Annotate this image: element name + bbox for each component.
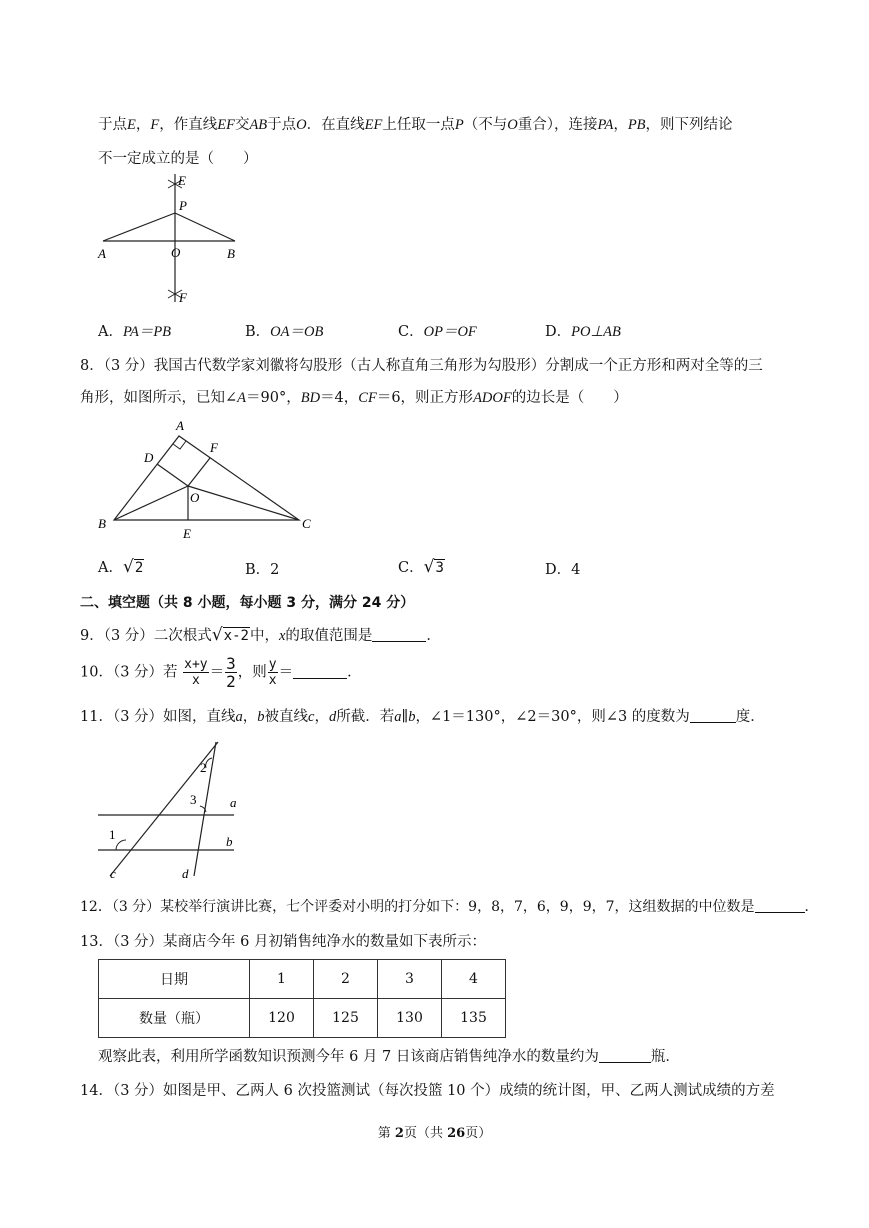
q9-text: 中， [249,628,279,644]
q11-text: 11．（3 分）如图，直线 [80,709,236,725]
q9-text: 9．（3 分）二次根式 [80,628,212,644]
q7-var: O [507,117,518,133]
footer-text: 第 [377,1126,395,1141]
q7-text: 于点 [98,117,127,133]
q11-var: d [328,709,337,725]
q11-var: a [235,709,243,725]
q7-var: E [127,117,136,133]
section-title: 二、填空题（共 8 小题，每小题 3 分，满分 24 分） [80,595,415,611]
option-value: 2 [270,562,280,578]
q11-text: ∥ [401,709,409,725]
q8-text: ＝6，则正方形 [376,390,474,406]
option-radicand: 3 [435,560,444,576]
q7-var: F [150,117,160,133]
option-expr: PO⊥AB [571,324,621,340]
q10 [80,655,362,690]
q7-line1 [98,113,733,134]
option-value: 4 [571,562,581,578]
fraction-numerator: 3 [226,654,236,673]
fraction [183,657,208,688]
q7-option-b [245,320,323,341]
fraction-denominator: x [191,673,200,688]
footer-text: 页） [465,1126,492,1141]
q7-text: ，作直线 [159,117,218,133]
q11-text: ， [242,709,258,725]
q7-var: AB [249,117,268,133]
page-footer [0,1122,869,1141]
option-radicand: 2 [134,560,144,576]
q14: 14．（3 分）如图是甲、乙两人 6 次投篮测试（每次投篮 10 个）成绩的统计图，甲、乙两人测试成绩的方差 [80,1083,775,1099]
q10-text: ． [347,664,362,681]
table-row [99,999,506,1038]
table-cell: 3 [378,960,442,999]
q7-text: 上任取一点 [382,117,455,133]
q7-text: ，则下列结论 [645,117,733,133]
q8-label-e: E [183,526,191,541]
q8-option-b [245,558,279,579]
q8-label-c: C [302,516,311,531]
q11-var: a [394,709,402,725]
q8-segment-bo [114,486,188,520]
q8-label-o: O [190,490,200,505]
q7-label-f: F [179,290,187,305]
fraction-numerator: y [268,657,277,672]
q11-label-d: d [182,866,189,880]
q7-segment-pb [175,213,235,241]
q8-label-a: A [176,418,184,433]
q8-line1: 8．（3 分）我国古代数学家刘徽将勾股形（古人称直角三角形为勾股形）分割成一个正方形和两对全等的三 [80,358,763,374]
q13-text: 观察此表，利用所学函数知识预测今年 6 月 7 日该商店销售纯净水的数量约为 [98,1049,599,1065]
q7-line2: 不一定成立的是（ ） [98,151,258,167]
fraction-denominator: 2 [226,672,236,691]
q7-label-e: E [178,173,186,188]
q13-follow [98,1045,680,1066]
option-letter: B． [245,562,271,578]
page-total: 26 [447,1126,466,1141]
q12-text: ． [804,899,819,915]
answer-blank[interactable] [293,664,347,679]
option-letter: C． [398,324,424,340]
fraction [225,655,237,690]
q7-var: P [454,117,464,133]
q13-intro: 13．（3 分）某商店今年 6 月初销售纯净水的数量如下表所示： [80,934,486,950]
q8-label-b: B [98,516,106,531]
q10-text: ，则 [237,664,267,681]
q8-segment-co [188,486,299,520]
q8-text: 角形，如图所示，已知∠ [80,390,238,406]
sqrt-sign: √ [122,557,134,577]
q11 [80,705,765,726]
q7-label-o: O [171,245,181,260]
fraction-denominator: x [268,673,277,688]
q9-radicand: x-2 [223,628,249,644]
footer-text: 页（共 [403,1126,448,1141]
fraction-numerator: x+y [184,657,208,672]
option-expr: PA＝PB [122,324,172,340]
q11-text: ， [314,709,329,725]
option-letter: A． [98,324,123,340]
q8-option-c [398,556,445,577]
page-number: 2 [394,1126,404,1141]
table-cell: 120 [250,999,314,1038]
q11-angle2-arc [206,758,212,768]
option-letter: A． [98,560,123,576]
q11-label-b: b [226,834,233,849]
q8-text: ＝90°， [246,390,301,406]
q7-text: 交 [234,117,250,133]
q8-var: A [237,390,247,406]
q11-text: ，∠1＝130°，∠2＝30°，则∠3 的度数为 [415,709,690,725]
q7-label-p: P [179,198,187,213]
q7-text: ．在直线 [306,117,365,133]
q11-text: 度． [735,709,765,725]
q7-var: PB [627,117,646,133]
q8-var: ADOF [473,390,512,406]
q11-text: 被直线 [264,709,309,725]
q7-var: EF [217,117,235,133]
sqrt-sign: √ [423,557,435,577]
q7-text: 重合），连接 [517,117,598,133]
q11-label-c: c [110,866,116,880]
q11-angle1-arc [116,840,126,850]
table-cell: 1 [250,960,314,999]
q7-text: （不与 [463,117,508,133]
q8-label-f: F [210,440,218,455]
q11-label-a: a [230,795,237,810]
q8-label-d: D [144,450,154,465]
table-cell: 数量（瓶） [99,999,250,1038]
q8-segment-fo [188,458,210,486]
option-expr: OA＝OB [270,324,324,340]
table-cell: 135 [442,999,506,1038]
q7-text: ， [135,117,151,133]
fraction [268,657,278,688]
q7-figure [95,172,245,307]
q9 [80,624,441,645]
table-cell: 日期 [99,960,250,999]
q9-text: 的取值范围是 [285,628,373,644]
table-cell: 125 [314,999,378,1038]
q12 [80,896,819,916]
q11-text: 所截．若 [336,709,395,725]
table-cell: 4 [442,960,506,999]
q12-text: 12．（3 分）某校举行演讲比赛，七个评委对小明的打分如下：9，8，7，6，9，9，7，这组数据的中位数是 [80,899,755,915]
q7-var: O [296,117,307,133]
q10-text: 10．（3 分）若 [80,664,178,681]
q8-option-a [98,556,144,577]
table-cell: 2 [314,960,378,999]
q10-text: ＝ [278,664,294,681]
q8-figure [92,416,322,544]
q7-option-d [545,320,621,341]
q11-figure [96,738,256,880]
table-row [99,960,506,999]
sqrt-sign: √ [211,625,223,645]
q7-label-a: A [98,246,106,261]
option-letter: D． [545,324,572,340]
q7-text: ， [613,117,628,133]
option-letter: B． [245,324,271,340]
answer-blank[interactable] [599,1048,651,1063]
q7-option-a [98,320,171,341]
q8-var: BD [300,390,321,406]
table-cell: 130 [378,999,442,1038]
q8-option-d [545,558,580,579]
q7-text: 于点 [267,117,297,133]
q7-var: EF [364,117,383,133]
q8-segment-do [157,464,188,486]
q13-table [98,959,506,1038]
q7-var: PA [597,117,614,133]
q10-text: ＝ [209,664,225,681]
q7-label-b: B [227,246,235,261]
q11-var: b [257,709,265,725]
q11-var: b [408,709,416,725]
answer-blank[interactable] [690,708,736,723]
q11-label-3: 3 [190,792,197,807]
q8-text: ＝4， [320,390,359,406]
q9-text: ． [426,628,441,644]
option-letter: C． [398,560,424,576]
q7-segment-pa [103,213,175,241]
q8-var: CF [358,390,377,406]
q8-line2 [80,386,628,407]
answer-blank[interactable] [755,898,805,913]
q11-label-1: 1 [109,827,116,842]
q13-text: 瓶． [650,1049,680,1065]
q9-var: x [278,628,286,644]
option-letter: D． [545,562,572,578]
q11-label-2: 2 [200,760,207,775]
q7-option-c [398,320,477,341]
q8-text: 的边长是（ ） [511,390,628,406]
answer-blank[interactable] [372,627,426,642]
q11-var: c [308,709,315,725]
option-expr: OP＝OF [423,324,477,340]
